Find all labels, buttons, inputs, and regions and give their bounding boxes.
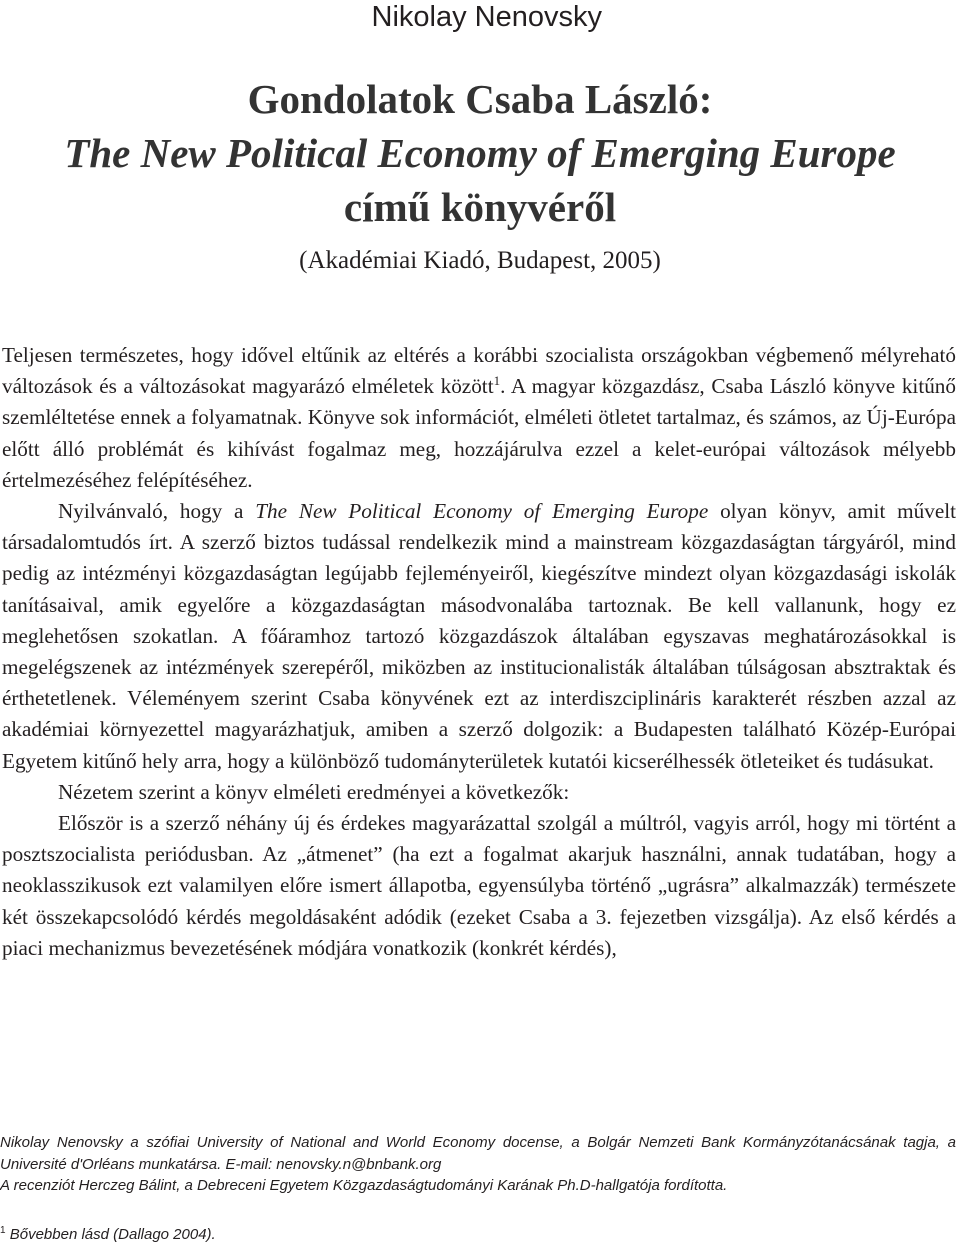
footnote-text: Bővebben lásd (Dallago 2004). (9, 1226, 216, 1243)
title-book-name: The New Political Economy of Emerging Europe (64, 130, 896, 176)
article-title (0, 72, 960, 234)
article-body (2, 340, 956, 964)
paragraph-2-text-b: olyan könyv, amit művelt társadalomtudós írt. A szerző biztos tudással rendelkezik mind a mainstream közgazdaságtan tárgyáról, mind pedig az intézményi közgazdaságtan legújabb fejleményeiről, kiegészítve mindezt olyan közgazdasági iskolák tanításaival, amik egyelőre a közgazdaságtan másodvonalába tartoznak. Be kell vallanunk, hogy ez meglehetősen szokatlan. A főáramhoz tartozó közgazdászok általában egyszavas meghatározásokkal is megelégszenek az intézmények szerepéről, miközben az institucionalisták általában túlságosan absztraktak és érthetetlenek. Véleményem szerint Csaba könyvének ezt az interdiszciplináris karakterét részben azzal az akadémiai környezettel magyarázhatjuk, amiben a szerző dolgozik: a Budapesten található Közép-Európai Egyetem kitűnő hely arra, hogy a különböző tudományterületek kutatói kicserélhessék ötleteiket és tudásukat. (2, 499, 956, 773)
footnote (0, 1224, 900, 1245)
publisher-info: (Akadémiai Kiadó, Budapest, 2005) (299, 247, 661, 274)
paragraph-1-text-a: Teljesen természetes, hogy idővel eltűnik az eltérés a korábbi szocialista országokban végbemenő mélyreható változások és a változásokat magyarázó elméletek között (2, 343, 956, 399)
paragraph-3: Nézetem szerint a könyv elméleti eredményei a következők: (58, 779, 570, 804)
paragraph-1-text-b: . A magyar közgazdász, Csaba László könyve kitűnő szemléltetése ennek a folyamatnak. Könyve sok információt, elméleti ötletet tartalmaz, és számos, az Új-Európa előtt álló problémát és kihívást fogalmaz meg, hozzájárulva ezzel a kelet-európai változások mélyebb értelmezéséhez felépítéséhez. (2, 374, 956, 492)
title-line-1: Gondolatok Csaba László: (247, 76, 713, 122)
title-line-3: című könyvéről (343, 184, 617, 230)
paragraph-2 (2, 496, 956, 777)
author-notes (0, 1132, 956, 1197)
paragraph-4: Először is a szerző néhány új és érdekes magyarázattal szolgál a múltról, vagyis arról, hogy mi történt a posztszocialista periódusban. Az „átmenet” (ha ezt a fogalmat akarjuk használni, annak tudatában, hogy a neoklasszikusok ezt valamilyen előre ismert állapotba, egyensúlyba történő „ugrásra” alkalmazzák) természete két összekapcsolódó kérdés megoldásaként adódik (ezeket Csaba a 3. fejezetben vizsgálja). Az első kérdés a piaci mechanizmus bevezetésének módjára vonatkozik (konkrét kérdés), (2, 811, 956, 960)
author-name: Nikolay Nenovsky (371, 1, 602, 33)
translator-note: A recenziót Herczeg Bálint, a Debreceni Egyetem Közgazdaságtudományi Karának Ph.D-hallgatója fordította. (0, 1177, 728, 1194)
paragraph-2-text-a: Nyilvánvaló, hogy a (58, 499, 256, 524)
footnote-reference: 1 (493, 373, 501, 389)
footnote-number: 1 (0, 1225, 6, 1236)
paragraph-1 (2, 340, 956, 496)
book-title-inline: The New Political Economy of Emerging Europe (255, 499, 709, 524)
author-note: Nikolay Nenovsky a szófiai University of National and World Economy docense, a Bolgár Nemzeti Bank Kormányzótanácsának tagja, a Université d'Orléans munkatársa. E-mail: nenovsky.n@bnbank.org (0, 1134, 956, 1173)
